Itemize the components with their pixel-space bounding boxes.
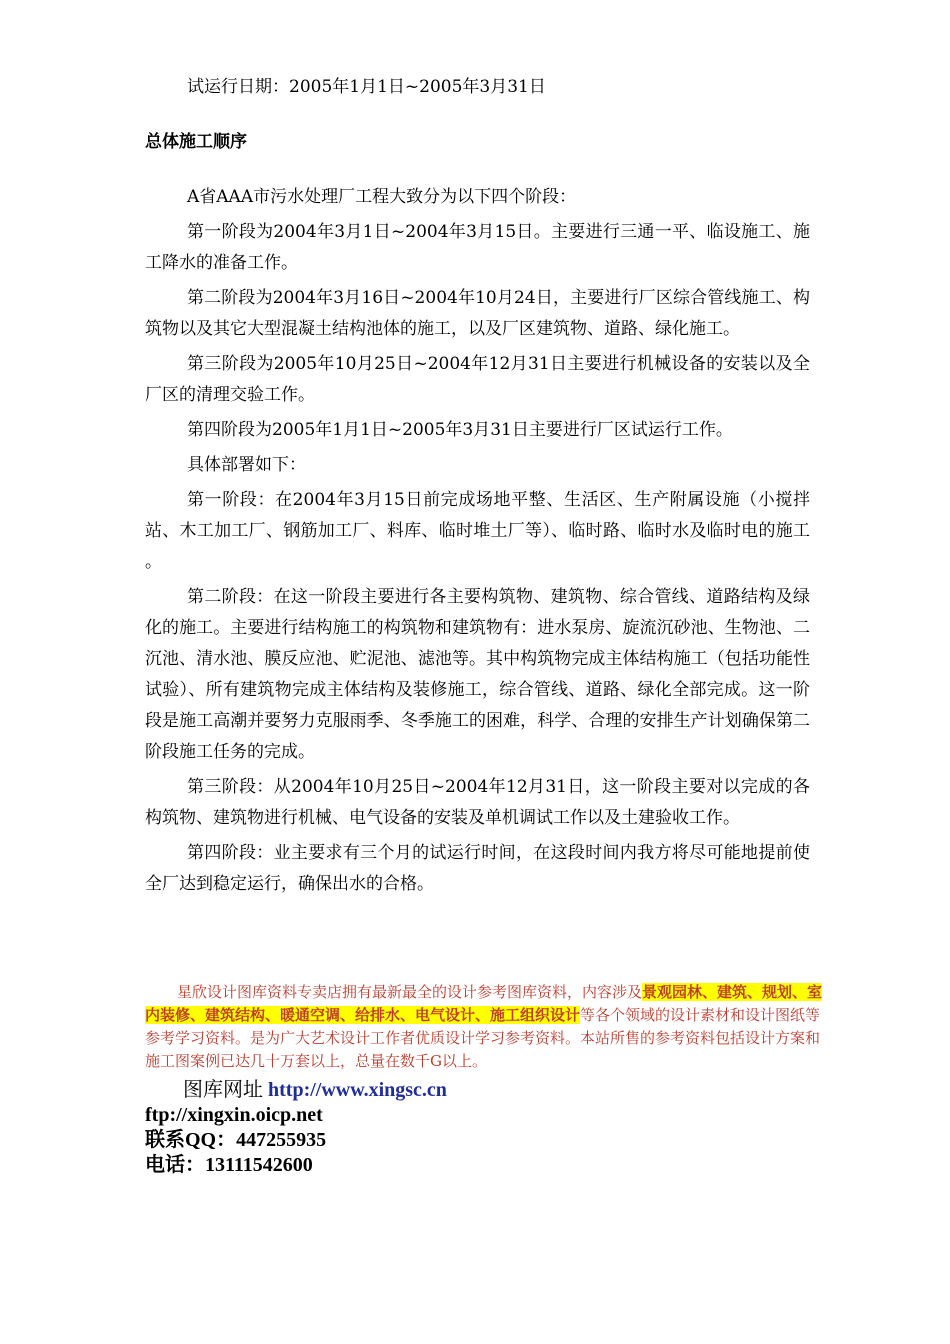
qq-label: 联系QQ： [145,1129,237,1151]
phone-line [145,1153,447,1178]
qq-number: 447255935 [236,1129,327,1151]
website-line [145,1078,447,1103]
paragraph-stage-4: 第四阶段为2005年1月1日~2005年3月31日主要进行厂区试运行工作。 [187,420,733,440]
phone-number: 13111542600 [205,1154,313,1176]
ad-text-before: 星欣设计图库资料专卖店拥有最新最全的设计参考图库资料，内容涉及 [177,983,643,1001]
paragraph-deployment-intro: 具体部署如下： [187,455,306,475]
ftp-link[interactable]: ftp://xingxin.oicp.net [145,1104,323,1126]
paragraph-deploy-stage-3: 第三阶段：从2004年10月25日~2004年12月31日，这一阶段主要对以完成的各构筑物、建筑物进行机械、电气设备的安装及单机调试工作以及土建验收工作。 [145,777,810,828]
phone-label: 电话： [145,1154,205,1176]
trial-date-line: 试运行日期：2005年1月1日~2005年3月31日 [187,77,546,97]
paragraph-stage-3: 第三阶段为2005年10月25日~2004年12月31日主要进行机械设备的安装以及全厂区的清理交验工作。 [145,354,810,405]
paragraph-stage-1: 第一阶段为2004年3月1日~2004年3月15日。主要进行三通一平、临设施工、施工降水的准备工作。 [145,222,810,273]
ad-text-after: 等各个领域的设计素材和设计图纸等参考学习资料。是为广大艺术设计工作者优质设计学习参考资料。本站所售的参考资料包括设计方案和施工图案例已达几十万套以上，总量在数千G以上。 [145,1006,821,1070]
paragraph-deploy-stage-4: 第四阶段：业主要求有三个月的试运行时间，在这段时间内我方将尽可能地提前使全厂达到稳定运行，确保出水的合格。 [145,843,810,894]
website-label: 图库网址 [183,1079,263,1101]
paragraph-intro: A省AAA市污水处理厂工程大致分为以下四个阶段： [187,187,577,207]
contact-block [145,1078,447,1178]
ad-highlighted-fields: 景观园林、建筑、规划、室内装修、建筑结构、暖通空调、给排水、电气设计、施工组织设计 [145,983,823,1024]
section-heading: 总体施工顺序 [145,132,247,152]
document-body [145,72,810,904]
qq-line [145,1128,447,1153]
paragraph-deploy-stage-2: 第二阶段：在这一阶段主要进行各主要构筑物、建筑物、综合管线、道路结构及绿化的施工。主要进行结构施工的构筑物和建筑物有：进水泵房、旋流沉砂池、生物池、二沉池、清水池、膜反应池、贮泥池、滤池等。其中构筑物完成主体结构施工（包括功能性试验）、所有建筑物完成主体结构及装修施工，综合管线、道路、绿化全部完成。这一阶段是施工高潮并要努力克服雨季、冬季施工的困难，科学、合理的安排生产计划确保第二阶段施工任务的完成。 [145,587,810,762]
website-link[interactable]: http://www.xingsc.cn [268,1079,447,1101]
paragraph-deploy-stage-1: 第一阶段：在2004年3月15日前完成场地平整、生活区、生产附属设施（小搅拌站、木工加工厂、钢筋加工厂、料库、临时堆土厂等）、临时路、临时水及临时电的施工 。 [145,490,810,572]
paragraph-stage-2: 第二阶段为2004年3月16日~2004年10月24日，主要进行厂区综合管线施工、构筑物以及其它大型混凝土结构池体的施工，以及厂区建筑物、道路、绿化施工。 [145,288,810,339]
advertisement-text [145,981,825,1073]
